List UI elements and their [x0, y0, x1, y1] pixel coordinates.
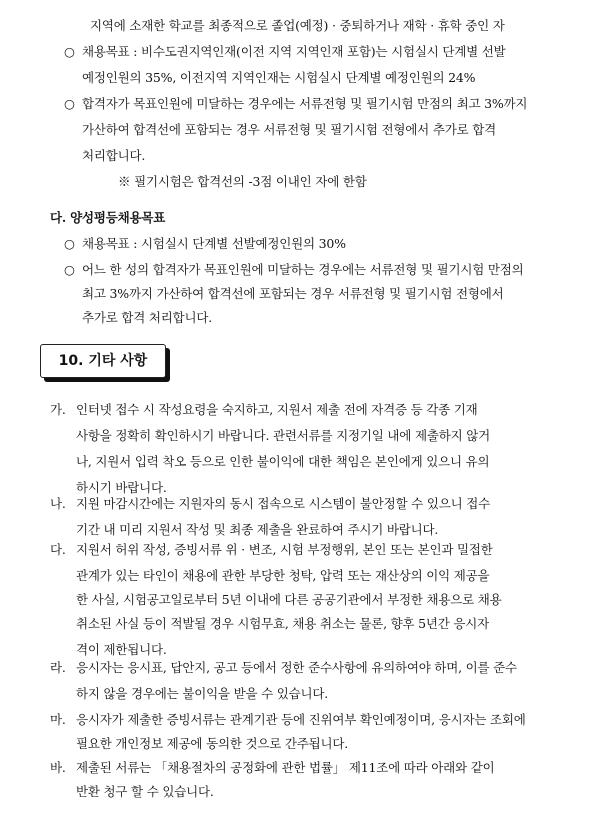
item-text-line: 사항을 정확히 확인하시기 바랍니다. 관련서류를 지정기일 내에 제출하지 않거	[76, 428, 490, 443]
item-text-line: 인터넷 접수 시 작성요령을 숙지하고, 지원서 제출 전에 자격증 등 각종 기재	[76, 402, 478, 417]
gender-shortfall-text-cont: 추가로 합격 처리합니다.	[82, 310, 213, 325]
item-text-line: 관계가 있는 타인이 채용에 관한 부당한 청탁, 압력 또는 재산상의 이익 제공을	[76, 568, 490, 583]
bullet-symbol: ○	[64, 262, 75, 277]
item-label: 가.	[50, 402, 66, 417]
item-text-line: 반환 청구 할 수 있습니다.	[76, 784, 214, 799]
item-label: 다.	[50, 542, 66, 557]
bullet-symbol: ○	[64, 96, 75, 111]
item-text-line: 지원 마감시간에는 지원자의 동시 접속으로 시스템이 불안정할 수 있으니 접수	[76, 496, 490, 511]
item-text-line: 격이 제한됩니다.	[76, 642, 167, 657]
item-label: 라.	[50, 660, 66, 675]
item-text-line: 지원서 허위 작성, 증빙서류 위 · 변조, 시험 부정행위, 본인 또는 본인과 밀접한	[76, 542, 493, 557]
bullet-symbol: ○	[64, 236, 75, 251]
regional-shortfall-text-cont: 처리합니다.	[82, 148, 146, 163]
regional-target-text-cont: 예정인원의 35%, 이전지역 지역인재는 시험실시 단계별 예정인원의 24%	[82, 70, 476, 85]
item-text-line: 하지 않을 경우에는 불이익을 받을 수 있습니다.	[76, 686, 329, 701]
written-exam-note: ※ 필기시험은 합격선의 -3점 이내인 자에 한함	[118, 174, 367, 189]
regional-shortfall-text-cont: 가산하여 합격선에 포함되는 경우 서류전형 및 필기시험 전형에서 추가로 합격	[82, 122, 496, 137]
gender-shortfall-text-cont: 최고 3%까지 가산하여 합격선에 포함되는 경우 서류전형 및 필기시험 전형에서	[82, 286, 504, 301]
item-text-line: 한 사실, 시험공고일로부터 5년 이내에 다른 공공기관에서 부정한 채용으로 채용	[76, 592, 502, 607]
item-text-line: 필요한 개인정보 제공에 동의한 것으로 간주됩니다.	[76, 736, 349, 751]
intro-continuation-text: 지역에 소재한 학교를 최종적으로 졸업(예정) · 중퇴하거나 재학 · 휴학 중인 자	[90, 18, 505, 33]
item-text-line: 응시자는 응시표, 답안지, 공고 등에서 정한 준수사항에 유의하여야 하며, 이를 준수	[76, 660, 517, 675]
regional-target-text: 채용목표 : 비수도권지역인재(이전 지역 지역인재 포함)는 시험실시 단계별 선발	[82, 44, 506, 59]
item-text-line: 나, 지원서 입력 착오 등으로 인한 불이익에 대한 책임은 본인에게 있으니 유의	[76, 454, 490, 469]
item-text-line: 응시자가 제출한 증빙서류는 관계기관 등에 진위여부 확인예정이며, 응시자는 조회에	[76, 712, 526, 727]
item-label: 마.	[50, 712, 66, 727]
item-text-line: 하시기 바랍니다.	[76, 480, 167, 495]
item-text-line: 취소된 사실 등이 적발될 경우 시험무효, 채용 취소는 물론, 향후 5년간 응시자	[76, 616, 490, 631]
gender-target-text: 채용목표 : 시험실시 단계별 선발예정인원의 30%	[82, 236, 346, 251]
item-label: 바.	[50, 760, 66, 775]
item-text-line: 기간 내 미리 지원서 작성 및 최종 제출을 완료하여 주시기 바랍니다.	[76, 522, 439, 537]
gender-shortfall-text: 어느 한 성의 합격자가 목표인원에 미달하는 경우에는 서류전형 및 필기시험 만점의	[82, 262, 524, 277]
item-label: 나.	[50, 496, 66, 511]
bullet-symbol: ○	[64, 44, 75, 59]
item-text-line: 제출된 서류는 「채용절차의 공정화에 관한 법률」 제11조에 따라 아래와 같이	[76, 760, 495, 775]
regional-shortfall-text: 합격자가 목표인원에 미달하는 경우에는 서류전형 및 필기시험 만점의 최고 3%까지	[82, 96, 528, 111]
gender-equality-heading: 다. 양성평등채용목표	[50, 210, 166, 225]
section-10-title: 10. 기타 사항	[40, 344, 166, 378]
